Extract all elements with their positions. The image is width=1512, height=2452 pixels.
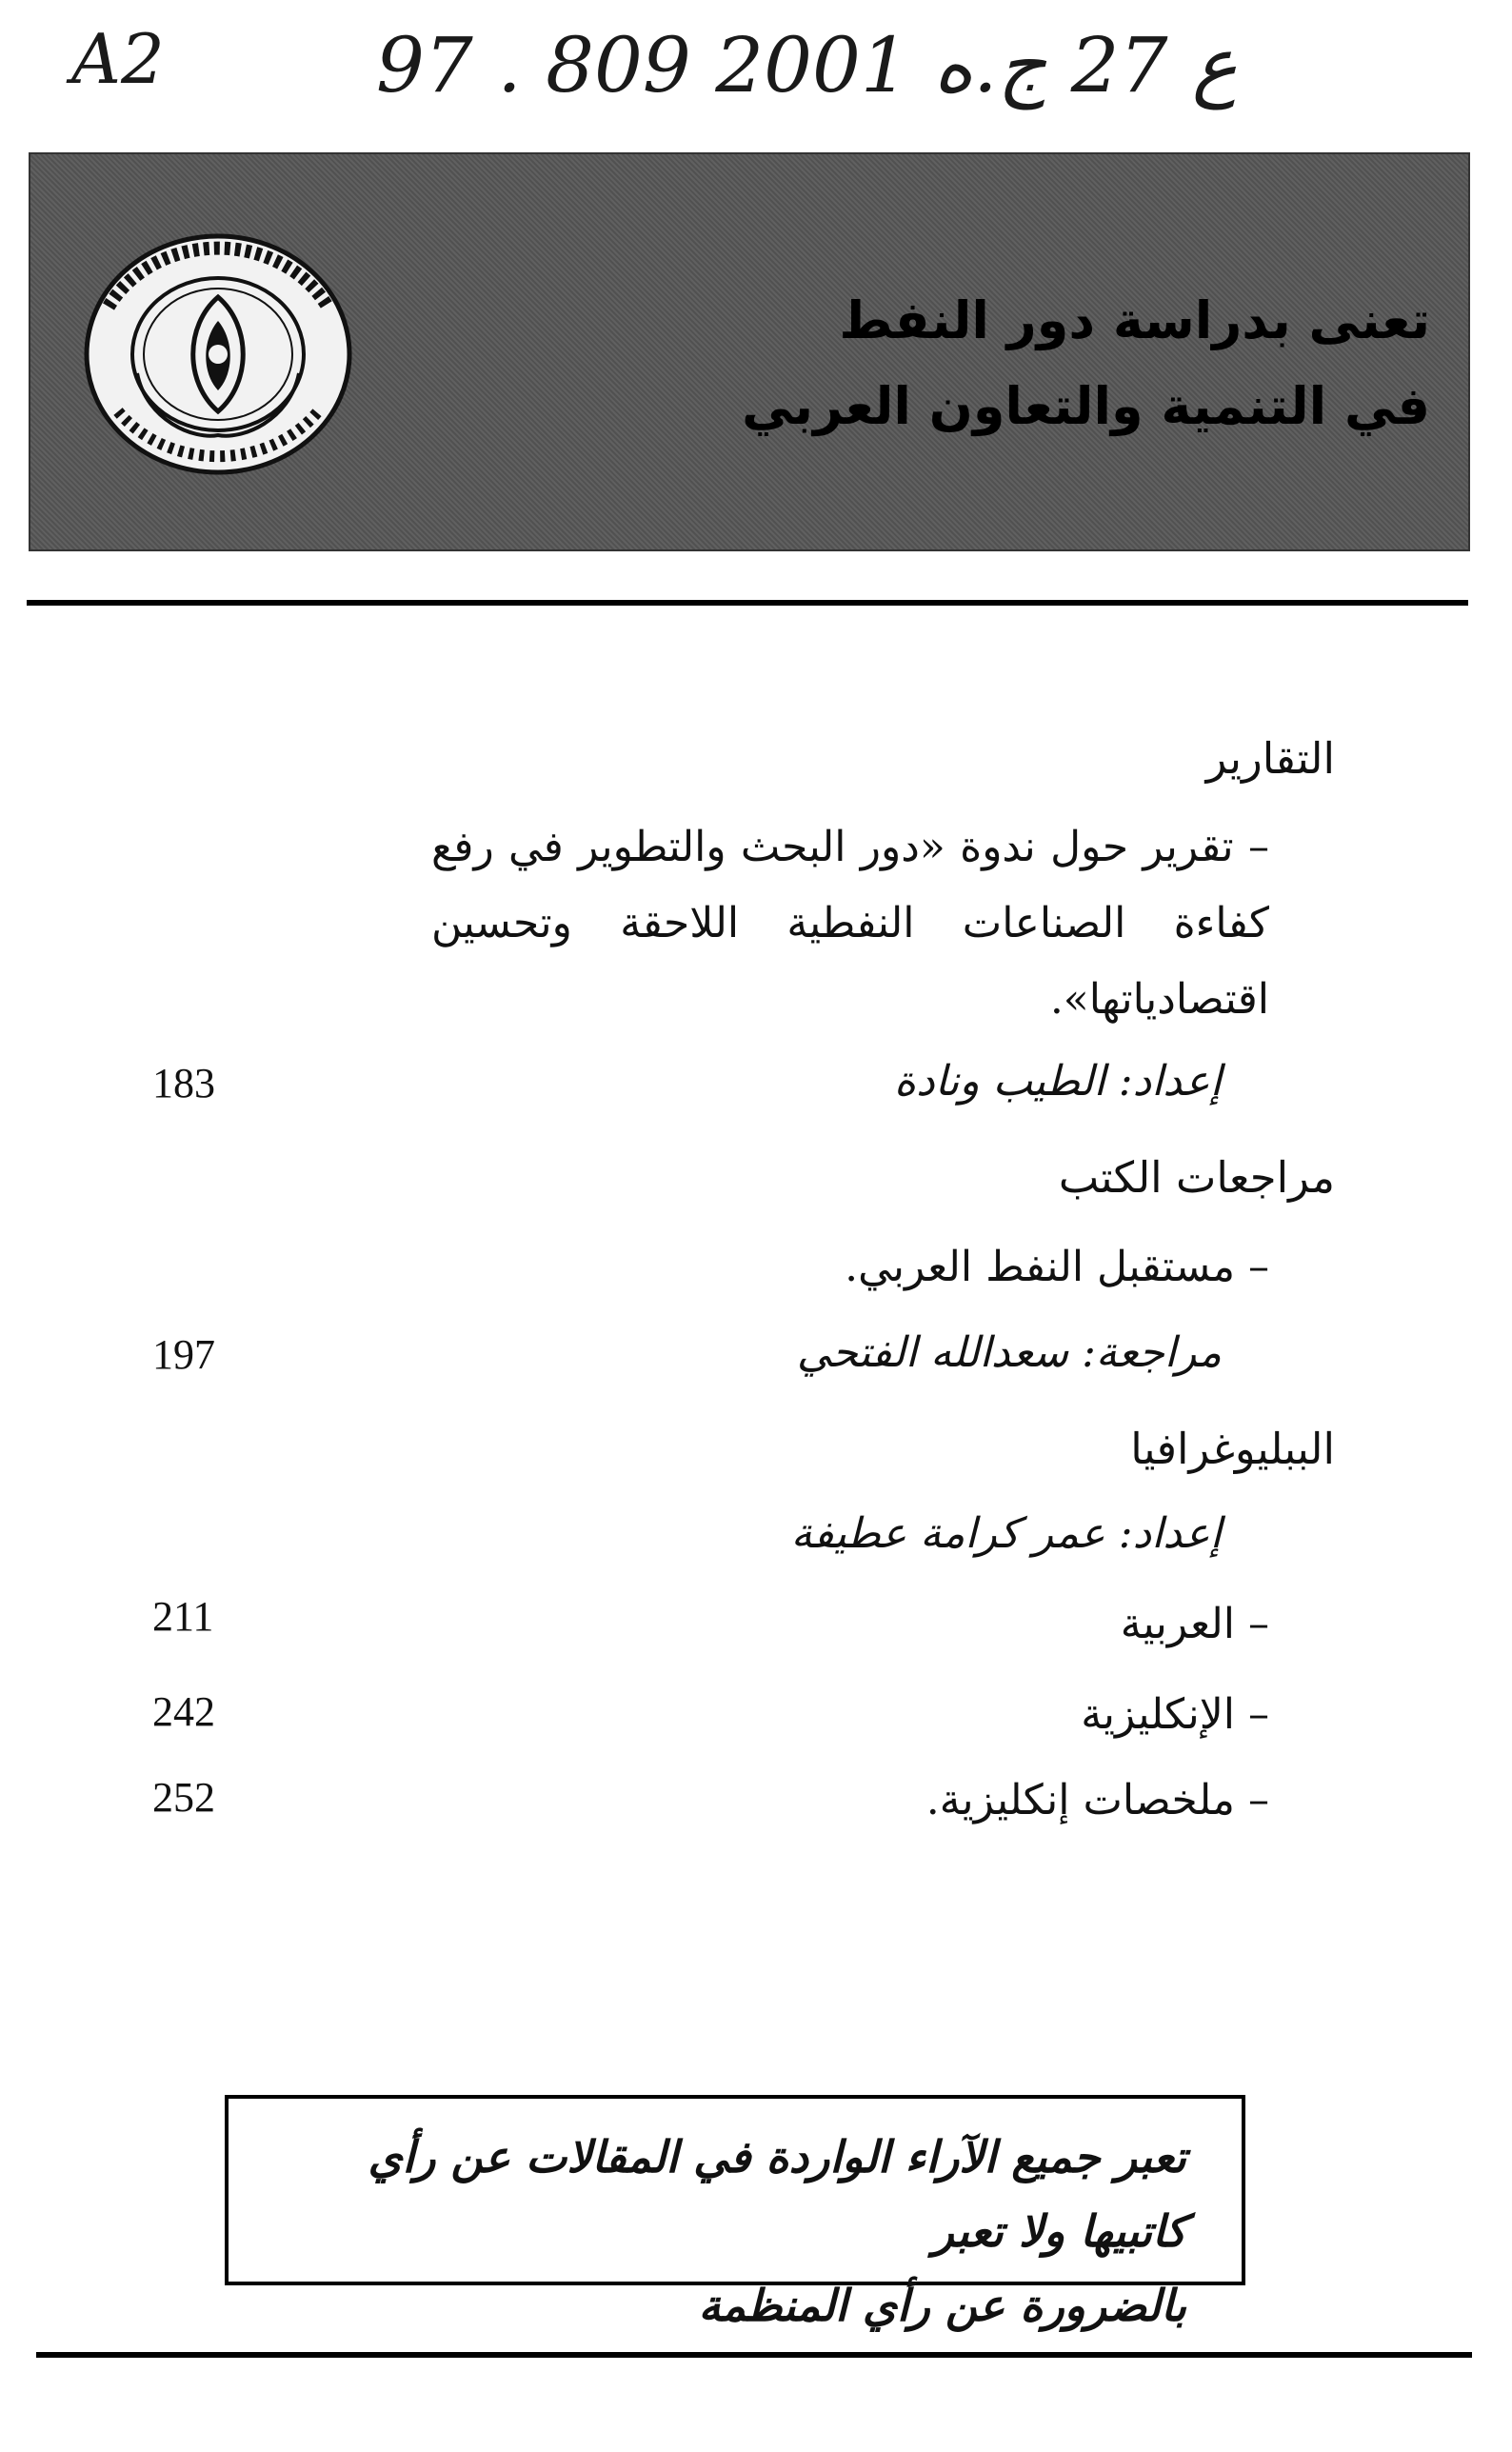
toc-entry-title: – تقرير حول ندوة «دور البحث والتطوير في رفع كفاءة الصناعات النفطية اللاحقة وتحسين اقتصادياتها».	[431, 823, 1269, 1024]
page-number: 252	[152, 1774, 215, 1821]
handwritten-code: A2	[71, 19, 165, 99]
toc-entry-author: إعداد: الطيب ونادة	[894, 1057, 1222, 1106]
disclaimer-line-1: تعبر جميع الآراء الواردة في المقالات عن رأي كاتبيها ولا تعبر	[368, 2131, 1186, 2257]
toc-subitem: – الإنكليزية	[1081, 1690, 1269, 1739]
toc-subitem: – ملخصات إنكليزية.	[925, 1776, 1269, 1824]
section-heading-book-reviews: مراجعات الكتب	[1058, 1152, 1335, 1203]
page-number: 183	[152, 1060, 215, 1106]
page-number: 197	[152, 1331, 215, 1378]
toc-entry-title: – مستقبل النفط العربي.	[845, 1243, 1269, 1291]
banner-line-2: في التنمية والتعاون العربي	[742, 376, 1430, 436]
section-heading-bibliography: الببليوغرافيا	[1130, 1424, 1335, 1474]
disclaimer-box	[225, 2095, 1245, 2331]
page-number: 211	[152, 1593, 214, 1640]
toc-subitem: – العربية	[1120, 1600, 1269, 1648]
handwritten-reference: 97 . ع 27 ج.ه 2001 809	[376, 21, 1238, 110]
toc-entry-author: إعداد: عمر كرامة عطيفة	[790, 1509, 1222, 1558]
banner-line-1: تعنى بدراسة دور النفط	[839, 290, 1430, 350]
divider-bottom	[36, 2352, 1472, 2358]
disclaimer-line-2: بالضرورة عن رأي المنظمة	[698, 2280, 1186, 2331]
section-heading-reports: التقارير	[1205, 733, 1335, 784]
toc-entry-author: مراجعة: سعدالله الفتحي	[796, 1328, 1222, 1377]
page-number: 242	[152, 1688, 215, 1735]
